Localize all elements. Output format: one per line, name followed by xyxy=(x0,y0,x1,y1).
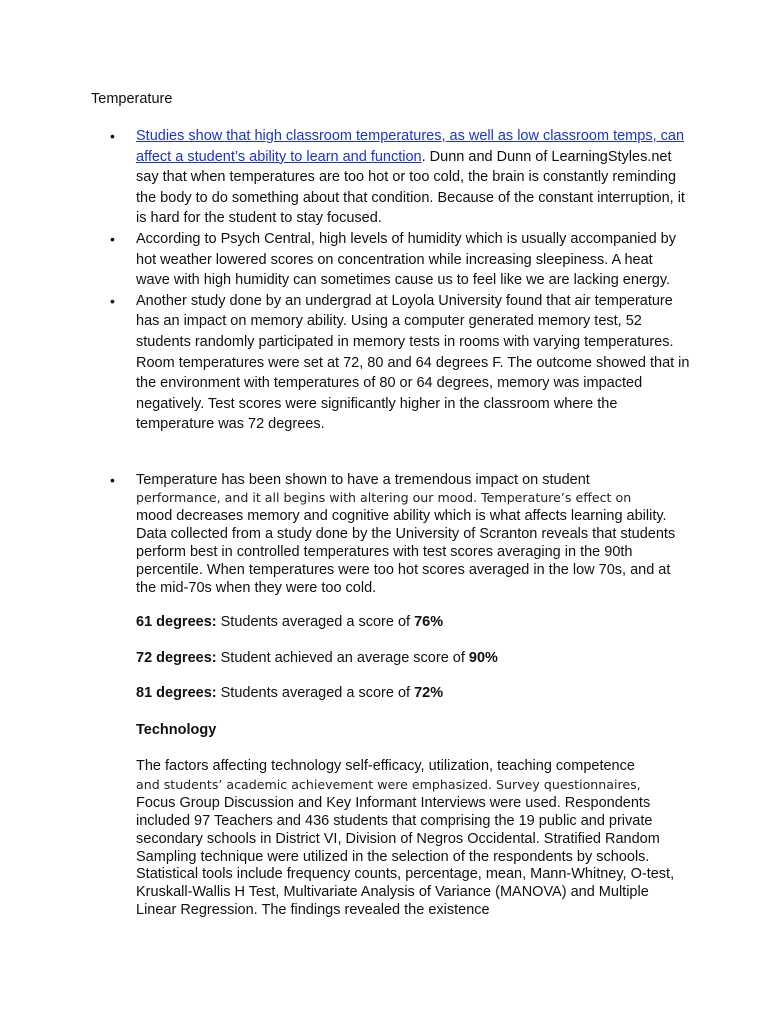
stat-label: 61 degrees: xyxy=(136,614,217,630)
stat-score: 72% xyxy=(414,685,444,701)
bullet-text: mood decreases memory and cognitive ability which is what affects learning ability. Data collected from a study done by the University of Scranton reveals that students perform best in controlled temperatures with test scores averaging in the 90th percentile. When temperatures were too hot scores averaged in the low 70s, and at the mid-70s when they were too cold. xyxy=(136,508,676,596)
bullet-text: Temperature has been shown to have a tremendous impact on student xyxy=(136,472,590,488)
stat-text: Students averaged a score of xyxy=(216,685,415,701)
stat-score: 76% xyxy=(414,614,444,630)
bullet-body xyxy=(110,471,690,597)
bullet-text-alt-font: performance, and it all begins with altering our mood. Temperature’s effect on xyxy=(136,490,632,505)
stat-label: 72 degrees: xyxy=(136,650,217,666)
bullet-glyph: • xyxy=(110,472,115,488)
paragraph-text: The factors affecting technology self-efficacy, utilization, teaching competence xyxy=(136,758,635,774)
list-item xyxy=(110,126,690,229)
stat-label: 81 degrees: xyxy=(136,685,217,701)
page-heading: Temperature xyxy=(91,91,173,107)
stat-line xyxy=(136,685,443,701)
paragraph-text-alt-font: and students’ academic achievement were emphasized. Survey questionnaires, xyxy=(136,776,641,792)
stat-line xyxy=(136,650,498,666)
stat-score: 90% xyxy=(468,650,498,666)
bullet-glyph: • xyxy=(110,292,115,309)
technology-paragraph xyxy=(136,758,681,920)
bullet-glyph: • xyxy=(110,230,115,247)
study-link[interactable]: Studies show that high classroom temperatures, as well as low classroom temps, can affect a student’s ability to learn and function xyxy=(136,128,685,165)
list-item xyxy=(110,291,690,435)
bullet-text: . Dunn and Dunn of LearningStyles.net say that when temperatures are too hot or too cold, the brain is constantly reminding the body to do something about that condition. Because of the constant interruption, it is hard for the student to stay focused. xyxy=(136,148,685,227)
bullet-text: According to Psych Central, high levels of humidity which is usually accompanied by hot weather lowered scores on concentration while increasing sleepiness. A heat wave with high humidity can sometimes cause us to feel like we are lacking energy. xyxy=(136,230,676,289)
stat-line xyxy=(136,614,443,630)
list-item xyxy=(110,471,690,597)
bullet-text: Another study done by an undergrad at Loyola University found that air temperature has an impact on memory ability. Using a computer generated memory test, 52 students randomly participated in memory tests in rooms with varying temperatures. Room temperatures were set at 72, 80 and 64 degrees F. The outcome showed that in the environment with temperatures of 80 or 64 degrees, memory was impacted negatively. Test scores were significantly higher in the classroom where the temperature was 72 degrees. xyxy=(136,292,690,433)
stat-text: Students averaged a score of xyxy=(216,614,415,630)
stat-text: Student achieved an average score of xyxy=(216,650,469,666)
bullet-list xyxy=(110,126,690,435)
bullet-glyph: • xyxy=(110,128,115,144)
paragraph-text: Focus Group Discussion and Key Informant Interviews were used. Respondents included 97 Teachers and 436 students that comprising the 19 public and private secondary schools in District VI, Division of Negros Occidental. Stratified Random Sampling technique were utilized in the selection of the respondents by schools. Statistical tools include frequency counts, percentage, mean, Mann-Whitney, O-test, Kruskall-Wallis H Test, Multivariate Analysis of Variance (MANOVA) and Multiple Linear Regression. The findings revealed the existence xyxy=(136,794,675,919)
list-item xyxy=(110,229,690,291)
section-title: Technology xyxy=(136,722,217,738)
